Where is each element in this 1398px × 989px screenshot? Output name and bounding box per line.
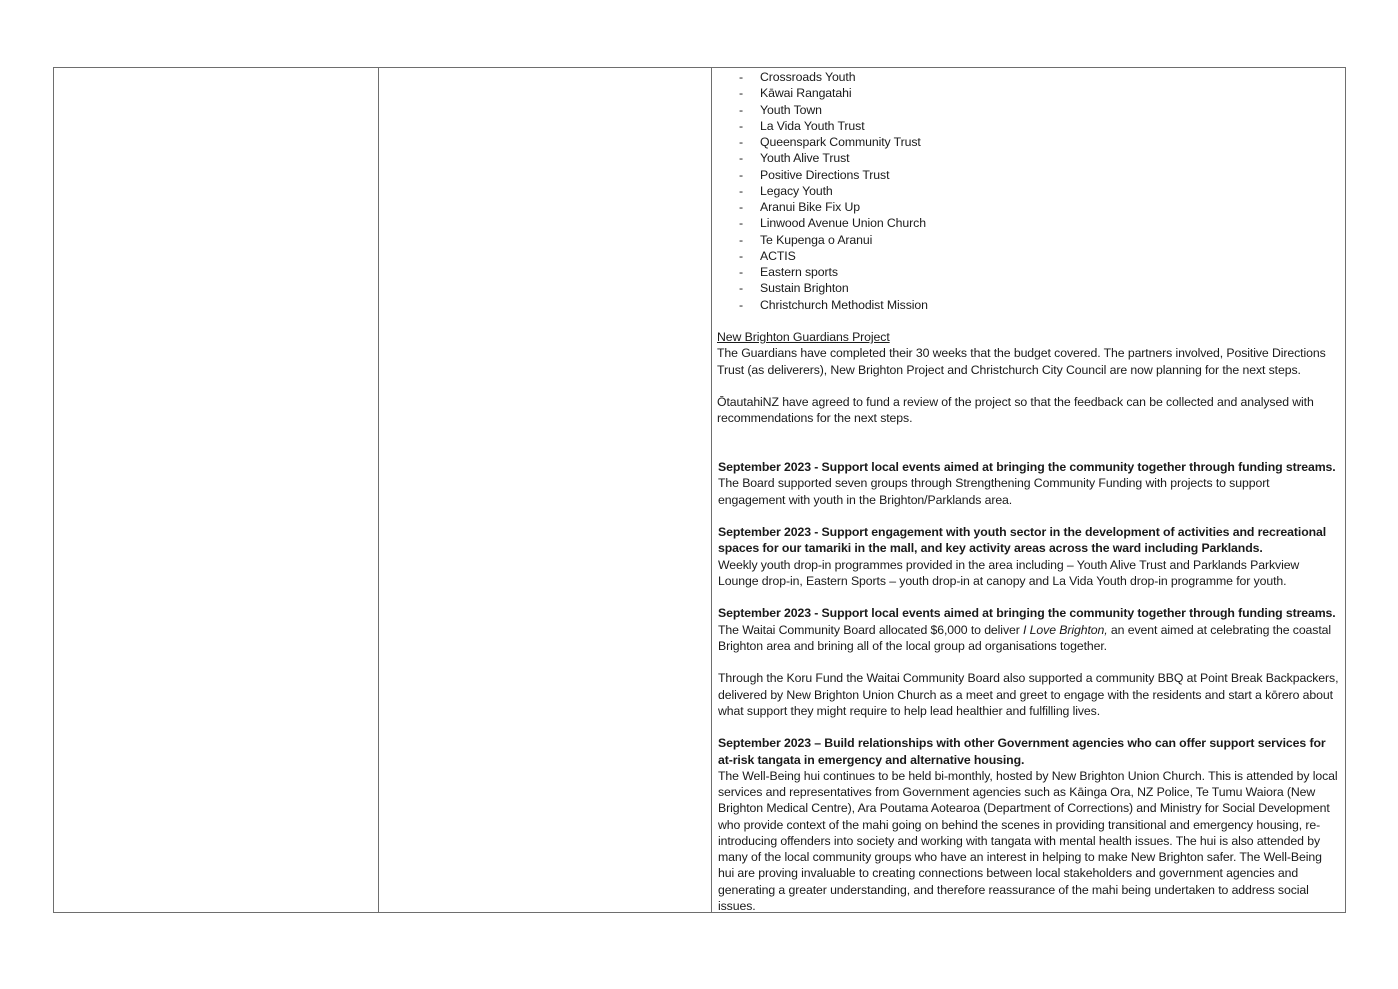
- section-government-relationships: [717, 735, 1339, 914]
- section-heading: September 2023 – Build relationships with other Government agencies who can offer support services for at-risk tangata in emergency and alternative housing.: [718, 736, 1326, 767]
- guardians-paragraph: The Guardians have completed their 30 weeks that the budget covered. The partners involved, Positive Directions Trust (as deliverers), New Brighton Project and Christchurch City Council are now planning for the next steps.: [717, 346, 1326, 377]
- section-body: The Waitai Community Board allocated $6,000 to deliver I Love Brighton, an event aimed at celebrating the coastal Brighton area and brining all of the local group ad organisations together.: [718, 622, 1332, 653]
- list-item: - Youth Town: [739, 102, 822, 117]
- list-item: - ACTIS: [739, 248, 796, 263]
- section-events-funding: [717, 459, 1339, 508]
- list-item: - Queenspark Community Trust: [739, 135, 921, 149]
- guardians-title: New Brighton Guardians Project: [717, 330, 890, 344]
- list-item: - Christchurch Methodist Mission: [739, 297, 928, 312]
- table-cell-empty-1: [54, 68, 379, 912]
- list-item: - Kāwai Rangatahi: [739, 86, 852, 101]
- section-heading: September 2023 - Support engagement with youth sector in the development of activities and recreational spaces for our tamariki in the mall, and key activity areas across the ward including Parklands.: [718, 525, 1327, 556]
- section-body: The Well-Being hui continues to be held bi-monthly, hosted by New Brighton Union Church. This is attended by local services and representatives from Government agencies such as Kāinga Ora, NZ Police, Te Tumu Waiora (New Brighton Medical Centre), Ara Poutama Aotearoa (Department of Corrections) and Ministry for Social Development who provide context of the mahi going on behind the scenes in providing transitional and emergency housing, re-introducing offenders into society and working with tangata with mental health issues. The hui is also attended by many of the local community groups who have an interest in helping to make New Brighton safer. The Well-Being hui are proving invaluable to creating connections between local stakeholders and government agencies and generating a greater understanding, and therefore reassurance of the mahi being undertaken to address social issues.: [718, 768, 1338, 913]
- table-cell-content: [712, 68, 1345, 912]
- section-heading: September 2023 - Support local events aimed at bringing the community together through funding streams.: [718, 460, 1336, 474]
- list-item: - Te Kupenga o Aranui: [739, 232, 873, 247]
- guardians-review-paragraph: ŌtautahiNZ have agreed to fund a review of the project so that the feedback can be collected and analysed with recommendations for the next steps.: [717, 395, 1314, 426]
- section-body-koru: Through the Koru Fund the Waitai Community Board also supported a community BBQ at Point Break Backpackers, delivered by New Brighton Union Church as a meet and greet to engage with the residents and start a kōrero about what support they might require to help lead healthier and fulfilling lives.: [718, 671, 1339, 718]
- section-heading: September 2023 - Support local events aimed at bringing the community together through funding streams.: [718, 606, 1336, 621]
- section-body: The Board supported seven groups through Strengthening Community Funding with projects to support engagement with youth in the Brighton/Parklands area.: [718, 476, 1270, 507]
- section-youth-engagement: [717, 524, 1339, 589]
- list-item: - Legacy Youth: [739, 183, 833, 198]
- organisation-list: [717, 69, 1339, 313]
- list-item: - Linwood Avenue Union Church: [739, 216, 926, 231]
- list-item: - Aranui Bike Fix Up: [739, 200, 861, 214]
- report-table: [53, 67, 1346, 913]
- list-item: - Eastern sports: [739, 265, 838, 279]
- list-item: - Sustain Brighton: [739, 281, 849, 296]
- section-body: Weekly youth drop-in programmes provided in the area including – Youth Alive Trust and Parklands Parkview Lounge drop-in, Eastern Sports – youth drop-in at canopy and La Vida Youth drop-in programme for youth.: [718, 557, 1300, 588]
- list-item: - Youth Alive Trust: [739, 151, 850, 166]
- list-item: - Positive Directions Trust: [739, 167, 890, 182]
- list-item: - Crossroads Youth: [739, 70, 856, 84]
- section-local-events: [717, 605, 1339, 719]
- guardians-section: [717, 329, 1339, 427]
- list-item: - La Vida Youth Trust: [739, 118, 865, 133]
- table-cell-empty-2: [379, 68, 712, 912]
